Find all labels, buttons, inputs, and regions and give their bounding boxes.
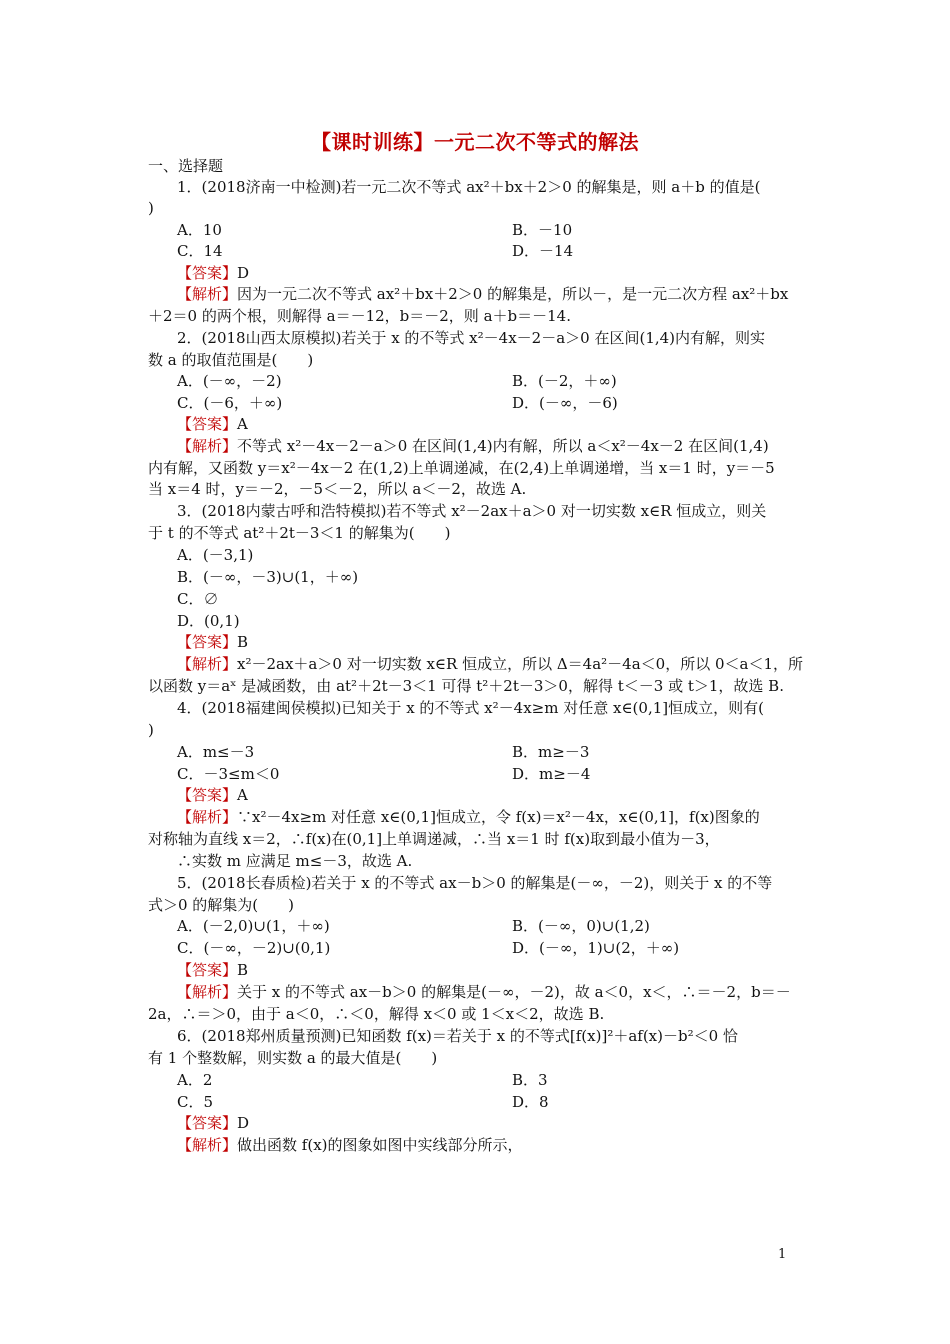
q4-analysis-line2: 对称轴为直线 x＝2，∴f(x)在(0,1]上单调递减，∴当 x＝1 时 f(x)取到最小值为－3， [148, 830, 720, 848]
q1-answer [177, 263, 837, 283]
answer-tag: 【答案】 [177, 264, 238, 282]
answer-tag: 【答案】 [177, 1114, 238, 1132]
analysis-tag: 【解析】 [177, 655, 238, 673]
q5-option-b: B．(－∞，0)∪(1,2) [512, 917, 650, 935]
q5-analysis-line1 [177, 982, 837, 1002]
q2-stem-line2: 数 a 的取值范围是( ) [148, 351, 314, 369]
q2-option-b: B．(－2，＋∞) [512, 372, 617, 390]
analysis-text: 因为一元二次不等式 ax²＋bx＋2＞0 的解集是，所以－，是一元二次方程 ax²＋bx [237, 285, 789, 303]
analysis-text: ∵x²－4x≥m 对任意 x∈(0,1]恒成立，令 f(x)＝x²－4x，x∈(0,1]，f(x)图象的 [237, 808, 760, 826]
q3-stem-line2: 于 t 的不等式 at²＋2t－3＜1 的解集为( ) [148, 524, 451, 542]
analysis-tag: 【解析】 [177, 983, 238, 1001]
q1-stem-line1: 1．(2018济南一中检测)若一元二次不等式 ax²＋bx＋2＞0 的解集是，则 a＋b 的值是( [177, 178, 761, 196]
q3-stem-line1: 3．(2018内蒙古呼和浩特模拟)若不等式 x²－2ax＋a＞0 对一切实数 x∈R 恒成立，则关 [177, 502, 767, 520]
section-heading: 一、选择题 [148, 157, 224, 175]
q3-option-c: C．∅ [177, 590, 219, 608]
q1-stem-line2: ) [148, 199, 154, 217]
answer-tag: 【答案】 [177, 415, 238, 433]
q2-analysis-line2: 内有解，又函数 y＝x²－4x－2 在(1,2)上单调递减，在(2,4)上单调递增，当 x＝1 时，y＝－5 [148, 459, 775, 477]
q6-analysis-line1 [177, 1135, 837, 1155]
q4-option-b: B．m≥－3 [512, 743, 590, 761]
q5-option-d: D．(－∞，1)∪(2，＋∞) [512, 939, 680, 957]
q3-answer [177, 632, 837, 652]
q5-option-c: C．(－∞，－2)∪(0,1) [177, 939, 331, 957]
q6-option-a: A．2 [177, 1071, 213, 1089]
analysis-text: 不等式 x²－4x－2－a＞0 在区间(1,4)内有解，所以 a＜x²－4x－2 在区间(1,4) [237, 437, 769, 455]
analysis-tag: 【解析】 [177, 808, 238, 826]
q2-option-c: C．(－6，＋∞) [177, 394, 283, 412]
q3-analysis-line1 [177, 654, 837, 674]
page-title: 【课时训练】一元二次不等式的解法 [311, 130, 639, 154]
q5-stem-line2: 式＞0 的解集为( ) [148, 896, 295, 914]
q5-analysis-line2: 2a，∴＝＞0，由于 a＜0，∴＜0，解得 x＜0 或 1＜x＜2，故选 B. [148, 1005, 605, 1023]
q3-analysis-line2: 以函数 y＝aˣ 是减函数，由 at²＋2t－3＜1 可得 t²＋2t－3＞0，解得 t＜－3 或 t＞1，故选 B. [148, 677, 784, 695]
q4-option-c: C．－3≤m＜0 [177, 765, 280, 783]
answer-tag: 【答案】 [177, 961, 238, 979]
q2-option-a: A．(－∞，－2) [177, 372, 282, 390]
q1-analysis-line2: ＋2＝0 的两个根，则解得 a＝－12，b＝－2，则 a＋b＝－14. [148, 307, 571, 325]
answer-tag: 【答案】 [177, 633, 238, 651]
page-number: 1 [778, 1247, 787, 1262]
q4-answer [177, 785, 837, 805]
q6-answer [177, 1113, 837, 1133]
q6-option-d: D．8 [512, 1093, 549, 1111]
q5-answer [177, 960, 837, 980]
q6-stem-line1: 6．(2018郑州质量预测)已知函数 f(x)＝若关于 x 的不等式[f(x)]²＋af(x)－b²＜0 恰 [177, 1027, 738, 1045]
q2-analysis-line1 [177, 436, 837, 456]
q3-option-d: D．(0,1) [177, 612, 240, 630]
q4-analysis-line3: ∴实数 m 应满足 m≤－3，故选 A. [177, 852, 413, 870]
q2-answer [177, 414, 837, 434]
analysis-text: 做出函数 f(x)的图象如图中实线部分所示， [237, 1136, 523, 1154]
answer-tag: 【答案】 [177, 786, 238, 804]
answer-value: D [237, 264, 250, 282]
analysis-tag: 【解析】 [177, 285, 238, 303]
q1-option-b: B．－10 [512, 221, 573, 239]
q1-option-c: C．14 [177, 242, 223, 260]
answer-value: A [237, 415, 248, 433]
q6-option-b: B．3 [512, 1071, 548, 1089]
q4-analysis-line1 [177, 807, 837, 827]
q1-analysis-line1 [177, 284, 837, 304]
q5-option-a: A．(－2,0)∪(1，＋∞) [177, 917, 330, 935]
q4-stem-line1: 4．(2018福建闽侯模拟)已知关于 x 的不等式 x²－4x≥m 对任意 x∈(0,1]恒成立，则有( [177, 699, 764, 717]
q6-option-c: C．5 [177, 1093, 214, 1111]
q2-option-d: D．(－∞，－6) [512, 394, 618, 412]
analysis-text: x²－2ax＋a＞0 对一切实数 x∈R 恒成立，所以 Δ＝4a²－4a＜0，所以 0＜a＜1，所 [237, 655, 804, 673]
answer-value: D [237, 1114, 250, 1132]
analysis-tag: 【解析】 [177, 437, 238, 455]
q1-option-d: D．－14 [512, 242, 574, 260]
answer-value: A [237, 786, 248, 804]
q2-stem-line1: 2．(2018山西太原模拟)若关于 x 的不等式 x²－4x－2－a＞0 在区间(1,4)内有解，则实 [177, 329, 766, 347]
q4-stem-line2: ) [148, 721, 154, 739]
answer-value: B [237, 961, 249, 979]
q2-analysis-line3: 当 x＝4 时，y＝－2，－5＜－2，所以 a＜－2，故选 A. [148, 480, 527, 498]
q6-stem-line2: 有 1 个整数解，则实数 a 的最大值是( ) [148, 1049, 438, 1067]
q1-option-a: A．10 [177, 221, 222, 239]
q4-option-d: D．m≥－4 [512, 765, 591, 783]
q3-option-b: B．(－∞，－3)∪(1，＋∞) [177, 568, 359, 586]
q3-option-a: A．(－3,1) [177, 546, 254, 564]
answer-value: B [237, 633, 249, 651]
q5-stem-line1: 5．(2018长春质检)若关于 x 的不等式 ax－b＞0 的解集是(－∞，－2)，则关于 x 的不等 [177, 874, 773, 892]
analysis-tag: 【解析】 [177, 1136, 238, 1154]
q4-option-a: A．m≤－3 [177, 743, 255, 761]
analysis-text: 关于 x 的不等式 ax－b＞0 的解集是(－∞，－2)，故 a＜0，x＜，∴＝－2，b＝－ [237, 983, 791, 1001]
